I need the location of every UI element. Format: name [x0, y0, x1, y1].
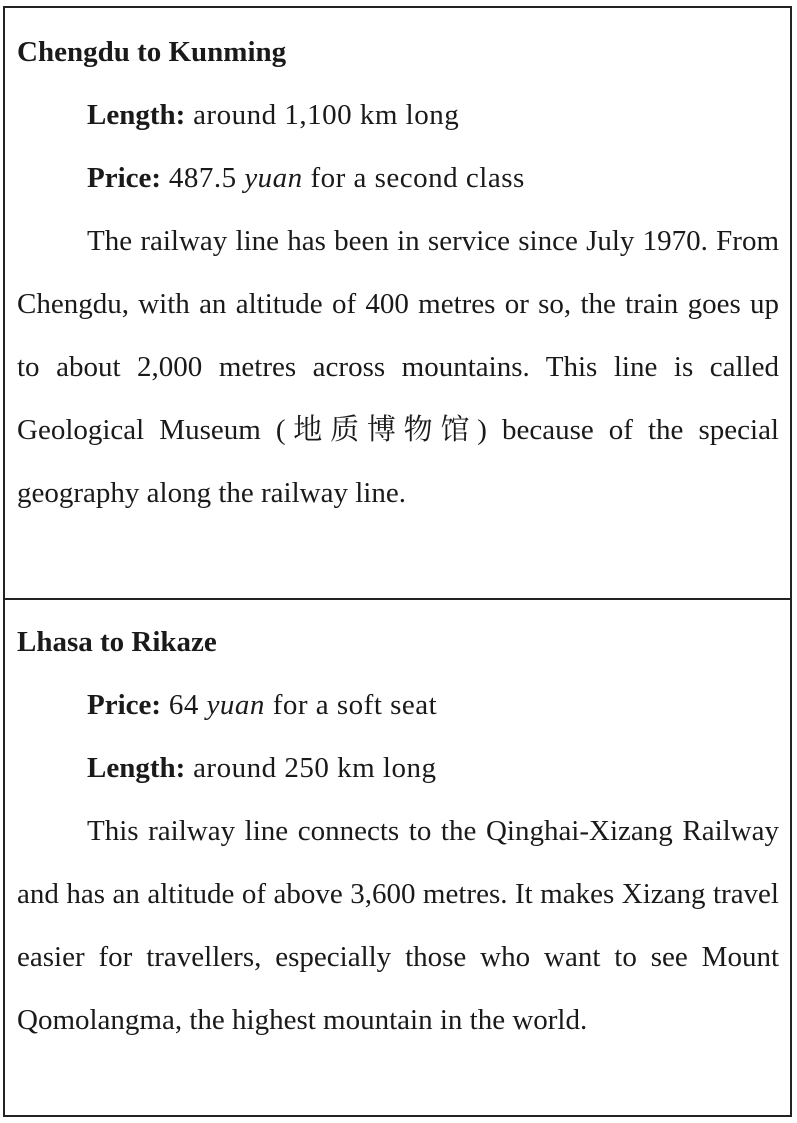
- field-price: [87, 158, 525, 198]
- field-label: Length: [87, 752, 176, 784]
- info-table: [3, 6, 792, 1117]
- field-label: Price: [87, 162, 152, 194]
- field-separator: :: [151, 689, 162, 721]
- field-separator: :: [175, 752, 186, 784]
- field-value-emphasis: yuan: [244, 162, 303, 194]
- section-title: Lhasa to Rikaze: [17, 626, 217, 658]
- field-label: Price: [87, 689, 152, 721]
- field-length: [87, 95, 459, 135]
- field-price: [87, 685, 437, 725]
- section-paragraph: This railway line connects to the Qinghai-Xizang Railway and has an altitude of above 3,600 metres. It makes Xizang travel easier for travellers, especially those who want to see Mount Qomolangma, the highest mountain in the world.: [17, 815, 779, 1036]
- section-divider: [5, 598, 790, 600]
- field-value: 64: [161, 689, 207, 721]
- field-label: Length: [87, 99, 176, 131]
- field-value-emphasis: yuan: [206, 689, 265, 721]
- section-paragraph: The railway line has been in service since July 1970. From Chengdu, with an altitude of 400 metres or so, the train goes up to about 2,000 metres across mountains. This line is called Geological Museum (地质博物馆) because of the special geography along the railway line.: [17, 225, 779, 509]
- field-value: around 1,100 km long: [185, 99, 460, 131]
- field-separator: :: [151, 162, 162, 194]
- field-value-suffix: for a second class: [302, 162, 525, 194]
- field-value: around 250 km long: [185, 752, 437, 784]
- field-value-suffix: for a soft seat: [264, 689, 438, 721]
- field-length: [87, 748, 436, 788]
- field-separator: :: [175, 99, 186, 131]
- field-value: 487.5: [161, 162, 245, 194]
- section-title: Chengdu to Kunming: [17, 36, 287, 68]
